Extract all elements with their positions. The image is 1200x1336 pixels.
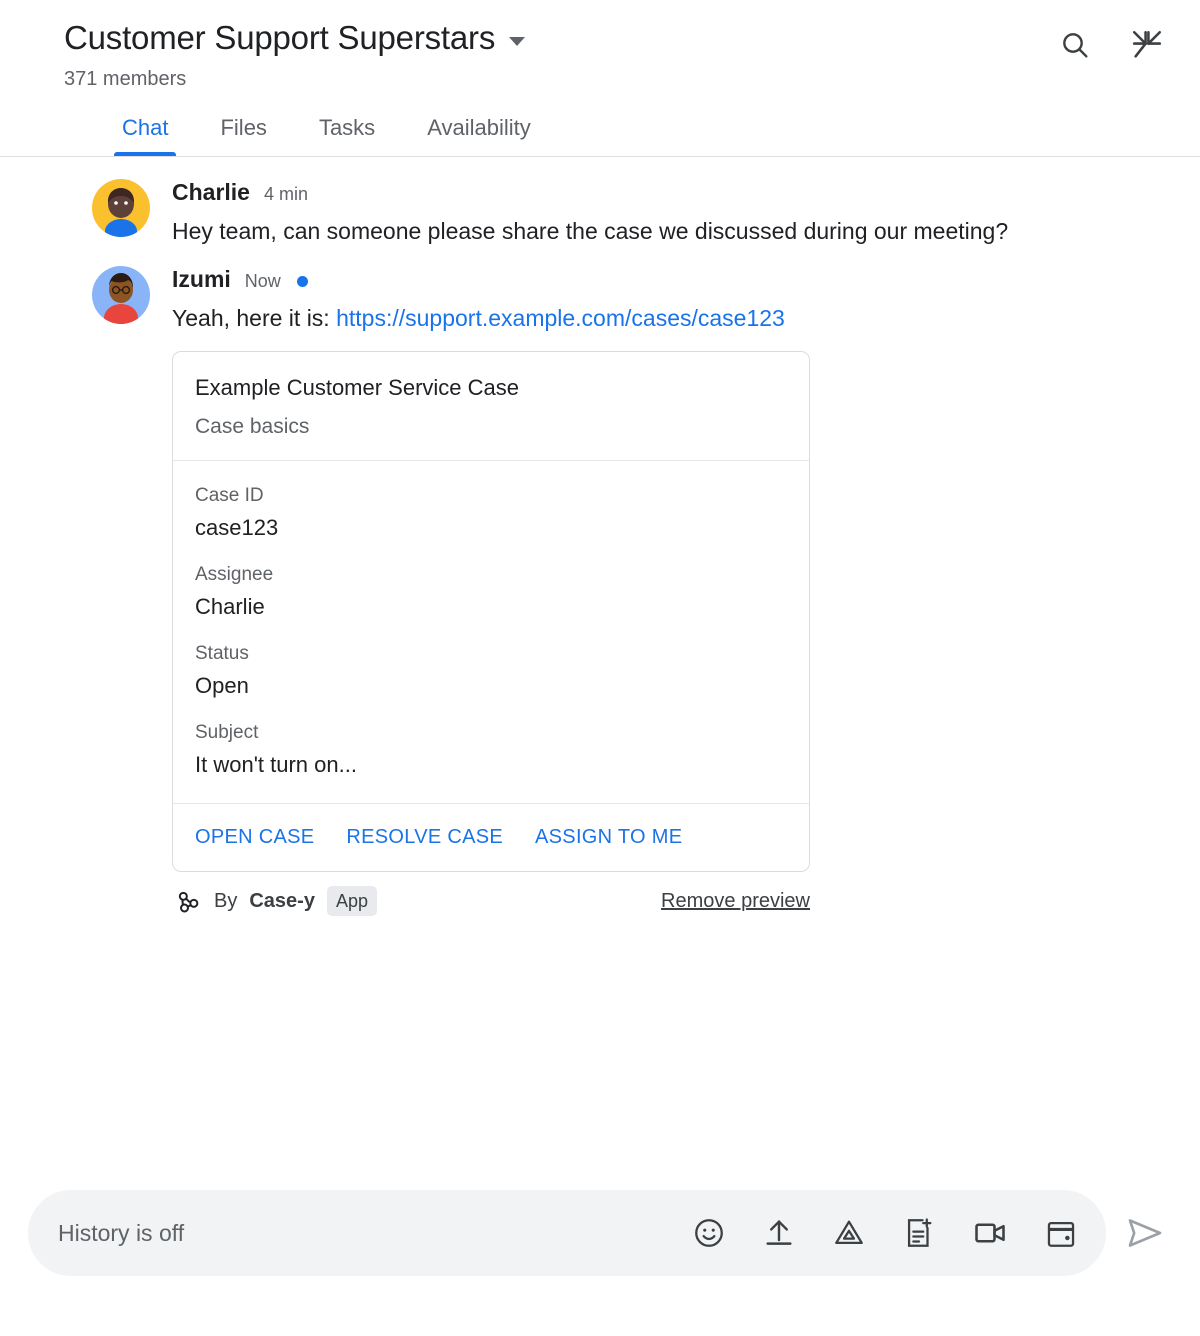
search-icon[interactable] [1058, 28, 1092, 62]
chevron-down-icon[interactable] [509, 37, 525, 46]
message-sender: Charlie [172, 179, 250, 205]
case-preview-card [172, 351, 810, 872]
card-actions [173, 804, 809, 871]
calendar-icon[interactable] [1044, 1216, 1078, 1250]
field-case-id [195, 483, 787, 542]
webhook-icon [174, 887, 202, 915]
send-icon[interactable] [1118, 1206, 1172, 1260]
tab-tasks[interactable]: Tasks [318, 115, 376, 140]
message-timestamp: Now [244, 271, 281, 291]
tab-bar [0, 92, 1200, 157]
message-item [28, 266, 1172, 916]
avatar[interactable] [92, 179, 150, 237]
field-value: case123 [195, 515, 279, 540]
card-fields [173, 461, 809, 804]
attribution-app-name: Case-y [249, 889, 315, 912]
attribution-left [174, 886, 377, 916]
tab-chat[interactable]: Chat [96, 114, 194, 156]
card-subtitle: Case basics [195, 415, 310, 438]
composer-bar [0, 1190, 1200, 1336]
title-row [64, 18, 1172, 58]
card-attribution [172, 886, 810, 916]
message-body [172, 266, 1172, 916]
drive-icon[interactable] [832, 1216, 866, 1250]
emoji-icon[interactable] [692, 1216, 726, 1250]
field-label: Status [195, 643, 249, 664]
header-actions [1058, 28, 1164, 62]
member-count: 371 members [64, 68, 187, 90]
card-title: Example Customer Service Case [195, 375, 520, 400]
tab-files[interactable]: Files [220, 115, 267, 140]
message-text: Hey team, can someone please share the case we discussed during our meeting? [172, 218, 1009, 244]
message-list [0, 157, 1200, 1190]
attribution-by-label: By [214, 889, 238, 912]
message-text [172, 301, 1072, 335]
assign-to-me-button[interactable]: ASSIGN TO ME [535, 826, 683, 848]
field-label: Assignee [195, 564, 274, 585]
upload-icon[interactable] [762, 1216, 796, 1250]
message-input-container[interactable] [28, 1190, 1106, 1276]
collapse-icon[interactable] [1130, 28, 1164, 62]
message-body [172, 179, 1172, 248]
field-status [195, 641, 787, 700]
room-header [0, 0, 1200, 92]
unread-indicator-icon [297, 276, 308, 287]
message-text-prefix: Yeah, here it is: [172, 305, 337, 331]
message-input[interactable]: History is off [58, 1219, 185, 1246]
doc-add-icon[interactable] [902, 1216, 936, 1250]
field-value: Charlie [195, 594, 265, 619]
message-header [172, 266, 1172, 293]
resolve-case-button[interactable]: RESOLVE CASE [346, 826, 504, 848]
remove-preview-link[interactable]: Remove preview [661, 889, 810, 912]
field-assignee [195, 562, 787, 621]
card-header [173, 352, 809, 461]
video-icon[interactable] [972, 1215, 1008, 1251]
status-badge: App [327, 886, 377, 916]
field-subject [195, 720, 787, 779]
tab-availability[interactable]: Availability [427, 115, 531, 140]
field-value: It won't turn on... [195, 752, 357, 777]
open-case-button[interactable]: OPEN CASE [195, 826, 315, 848]
case-link[interactable]: https://support.example.com/cases/case123 [336, 305, 785, 331]
field-label: Case ID [195, 485, 264, 506]
field-value: Open [195, 673, 249, 698]
composer-icons [692, 1215, 1078, 1251]
message-sender: Izumi [172, 266, 231, 292]
message-header [172, 179, 1172, 206]
message-timestamp: 4 min [263, 184, 308, 204]
message-item [28, 179, 1172, 248]
field-label: Subject [195, 722, 259, 743]
avatar[interactable] [92, 266, 150, 324]
page-title: Customer Support Superstars [64, 19, 496, 56]
